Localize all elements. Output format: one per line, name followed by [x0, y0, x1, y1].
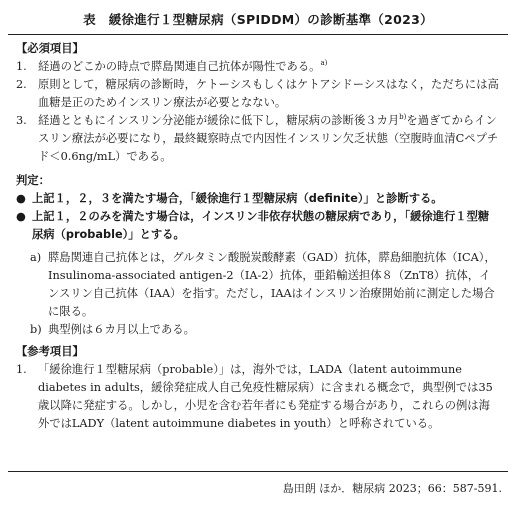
item-number: 2. — [16, 78, 27, 91]
item-text: 経過とともにインスリン分泌能が緩徐に低下し，糖尿病の診断後３カ月 — [38, 114, 400, 127]
required-heading: 【必須項目】 — [16, 42, 84, 55]
table-title: 表 緩徐進行１型糖尿病（SPIDDM）の診断基準（2023） — [83, 12, 433, 27]
note-text: 典型例は６カ月以上である。 — [48, 323, 195, 336]
required-item-2 — [16, 76, 500, 112]
bullet-mark: ● — [16, 210, 26, 223]
reference-item-1 — [16, 361, 500, 433]
judgement-heading: 判定： — [16, 174, 50, 187]
bullet-text: 上記１，２，３を満たす場合，「緩徐進行１型糖尿病（definite）」と診断する。 — [32, 192, 443, 205]
footnote-a — [30, 249, 500, 321]
footnote-ref: b) — [399, 113, 407, 121]
judgement-bullet-2 — [16, 208, 500, 244]
note-mark: a) — [30, 251, 42, 264]
item-text: 原則として，糖尿病の診断時，ケトーシスもしくはケトアシドーシスはなく，ただちには高血糖是正のためインスリン療法が必要となない。 — [38, 78, 499, 109]
item-number: 3. — [16, 114, 27, 127]
item-text: 経過のどこかの時点で膵島関連自己抗体が陽性である。 — [38, 60, 321, 73]
bullet-text: 上記１，２のみを満たす場合は，インスリン非依存状態の糖尿病であり，「緩徐進行１型糖尿病（probable）」とする。 — [32, 210, 490, 241]
reference-heading: 【参考項目】 — [16, 345, 84, 358]
note-text: 膵島関連自己抗体とは，グルタミン酸脱炭酸酵素（GAD）抗体，膵島細胞抗体（ICA），Insulinoma-associated antigen-2（IA-2）抗体，亜鉛輸送担体８（ZnT8）抗体，インスリン自己抗体（IAA）を指す。ただし，IAAはインスリン治療開始前に測定した場合に限る。 — [48, 251, 496, 318]
bottom-rule — [8, 471, 508, 472]
footnote-ref: a) — [320, 59, 328, 67]
judgement-bullet-1 — [16, 190, 500, 208]
note-mark: b) — [30, 323, 42, 336]
footnote-b — [30, 321, 500, 339]
top-rule — [8, 34, 508, 35]
item-text: 「緩徐進行１型糖尿病（probable）」は，海外では，LADA（latent autoimmune diabetes in adults，緩徐発症成人自己免疫性糖尿病）に含まれる概念で，典型例では35歳以降に発症する。しかし，小児を含む若年者にも発症する場合があり，これらの例は海外ではLADY（latent autoimmune diabetes in youth）と呼称されている。 — [38, 363, 493, 430]
bullet-mark: ● — [16, 192, 26, 205]
item-number: 1. — [16, 60, 27, 73]
citation: 島田朗 ほか．糖尿病 2023；66：587-591. — [282, 482, 502, 495]
required-item-3 — [16, 112, 500, 166]
item-number: 1. — [16, 363, 27, 376]
item-text-cont: を過ぎてからインスリン療法が必要になり，最終観察時点で内因性インスリン欠乏状態（空腹時血清Cペプチド＜0.6ng/mL）である。 — [38, 114, 499, 163]
required-item-1 — [16, 58, 500, 76]
criteria-body — [16, 40, 500, 433]
